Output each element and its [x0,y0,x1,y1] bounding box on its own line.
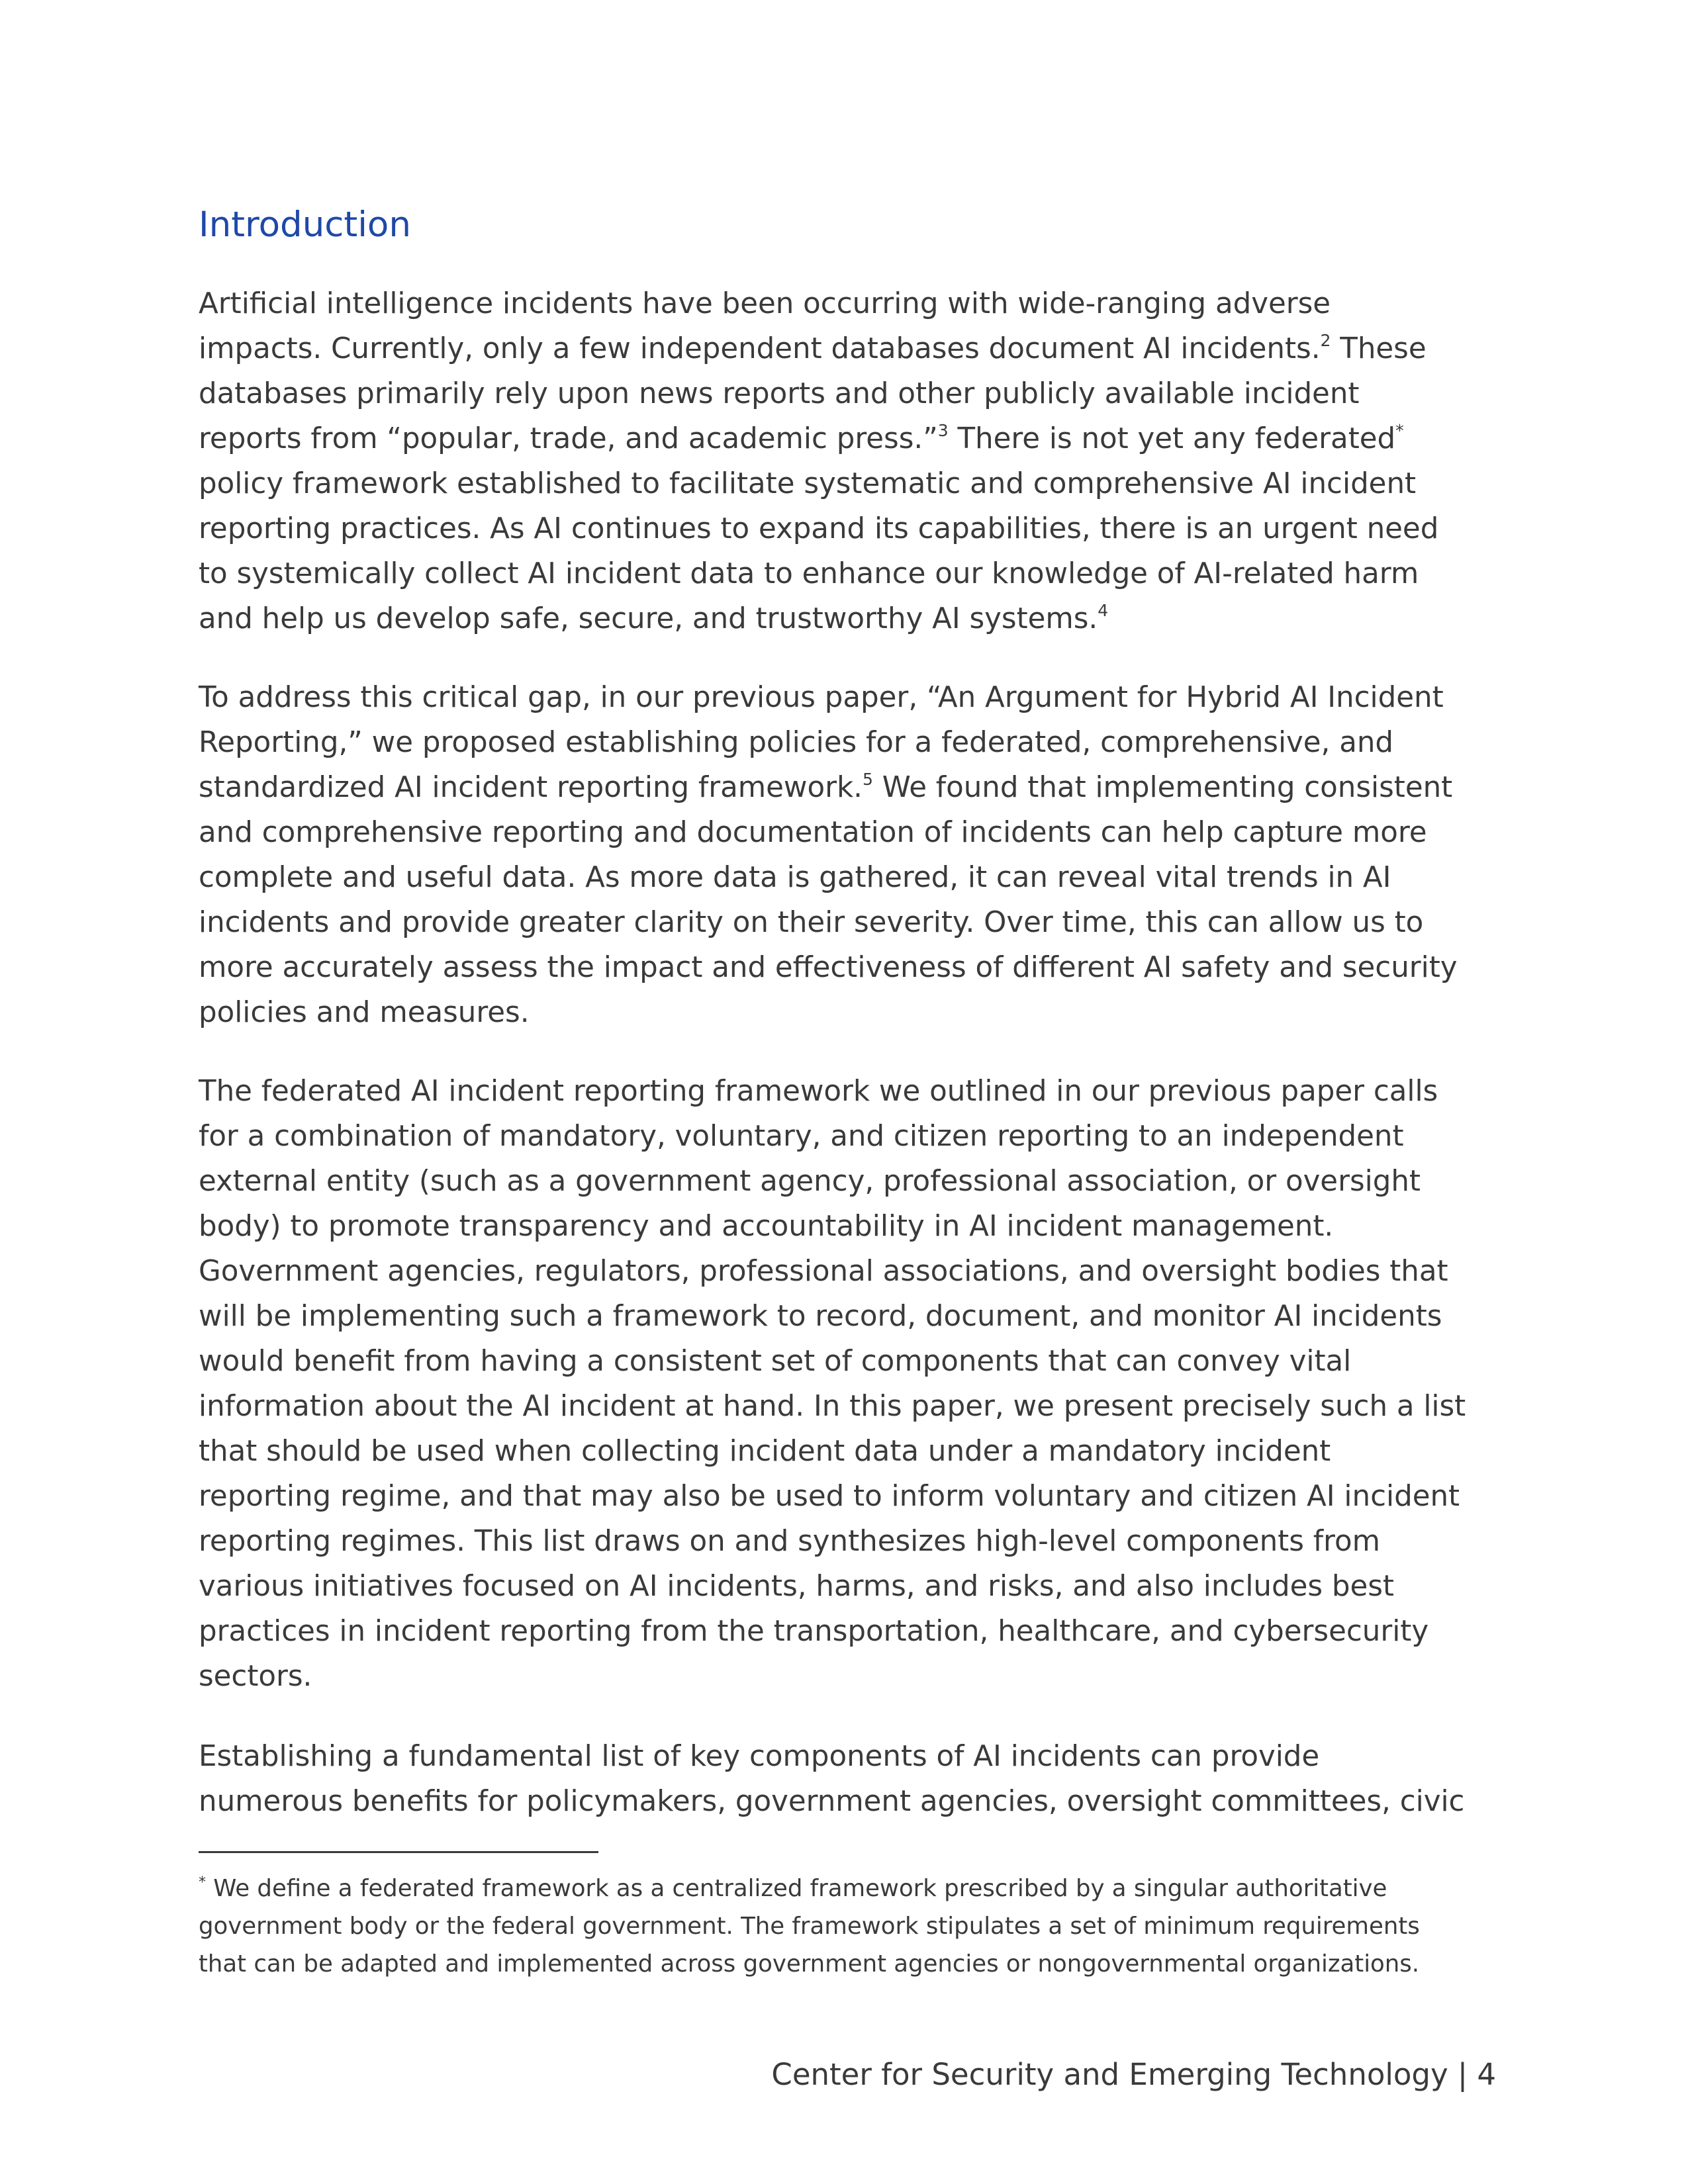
footnote-line: that can be adapted and implemented across government agencies or nongovernmental organizations. [199,1950,1420,1978]
text-line: various initiatives focused on AI incidents, harms, and risks, and also includes best [199,1570,1394,1603]
text-line: more accurately assess the impact and effectiveness of different AI safety and security [199,951,1458,984]
text-line: to systemically collect AI incident data to enhance our knowledge of AI-related harm [199,557,1419,590]
text-line: To address this critical gap, in our previous paper, “An Argument for Hybrid AI Incident [199,681,1444,714]
text-line: policy framework established to facilitate systematic and comprehensive AI incident [199,467,1417,500]
paragraph-3 [199,1069,1466,1699]
text-line: and comprehensive reporting and documentation of incidents can help capture more [199,816,1427,849]
footnote-ref: 4 [1098,601,1109,620]
text-line: standardized AI incident reporting framework.$^5$ We found that implementing consistent [199,770,1453,804]
text-line: incidents and provide greater clarity on their severity. Over time, this can allow us to [199,906,1424,939]
text-line: sectors. [199,1660,312,1693]
text-line: reports from “popular, trade, and academic press.”$^3$ There is not yet any federated* [199,421,1404,455]
footnote-ref-asterisk: * [1395,421,1404,440]
text-line: reporting regimes. This list draws on and synthesizes high-level components from [199,1525,1380,1558]
footnote-marker: * [199,1874,206,1891]
text-line: reporting regime, and that may also be used to inform voluntary and citizen AI incident [199,1480,1460,1513]
footnote [199,1870,1420,1983]
text-line: policies and measures. [199,996,530,1029]
text-line: The federated AI incident reporting framework we outlined in our previous paper calls [199,1075,1438,1108]
footnote-line: government body or the federal government. The framework stipulates a set of minimum requirements [199,1913,1420,1940]
section-heading: Introduction [199,205,411,245]
text-line: would benefit from having a consistent set of components that can convey vital [199,1345,1352,1378]
footnote-ref: 5 [863,770,873,789]
footnote-divider [199,1851,598,1853]
footnote-ref: 2 [1320,331,1331,350]
text-line: databases primarily rely upon news reports and other publicly available incident [199,377,1360,410]
text-line: for a combination of mandatory, voluntary, and citizen reporting to an independent [199,1120,1404,1153]
page-footer: Center for Security and Emerging Technology | 4 [771,2057,1496,2092]
paragraph-2 [199,675,1458,1035]
text-line: reporting practices. As AI continues to expand its capabilities, there is an urgent need [199,512,1439,545]
text-line: and help us develop safe, secure, and trustworthy AI systems.$^4$ [199,601,1109,635]
footnote-line: * We define a federated framework as a centralized framework prescribed by a singular authoritative [199,1874,1387,1902]
text-line: Reporting,” we proposed establishing policies for a federated, comprehensive, and [199,726,1394,759]
text-line: external entity (such as a government agency, professional association, or oversight [199,1165,1421,1198]
text-line: Artificial intelligence incidents have been occurring with wide-ranging adverse [199,287,1331,320]
paragraph-1 [199,281,1438,641]
text-line: body) to promote transparency and accountability in AI incident management. [199,1210,1334,1243]
footnote-ref: 3 [937,421,949,440]
text-line: complete and useful data. As more data is gathered, it can reveal vital trends in AI [199,861,1391,894]
text-line: impacts. Currently, only a few independent databases document AI incidents.$^2$ These [199,331,1427,365]
text-line: will be implementing such a framework to record, document, and monitor AI incidents [199,1300,1442,1333]
text-line: Establishing a fundamental list of key components of AI incidents can provide [199,1740,1320,1773]
text-line: information about the AI incident at hand. In this paper, we present precisely such a list [199,1390,1466,1423]
paragraph-4 [199,1734,1464,1824]
text-line: Government agencies, regulators, professional associations, and oversight bodies that [199,1255,1448,1288]
text-line: that should be used when collecting incident data under a mandatory incident [199,1435,1331,1468]
text-line: practices in incident reporting from the transportation, healthcare, and cybersecurity [199,1615,1429,1648]
text-line: numerous benefits for policymakers, government agencies, oversight committees, civic [199,1785,1465,1818]
document-page [199,0,1496,2184]
